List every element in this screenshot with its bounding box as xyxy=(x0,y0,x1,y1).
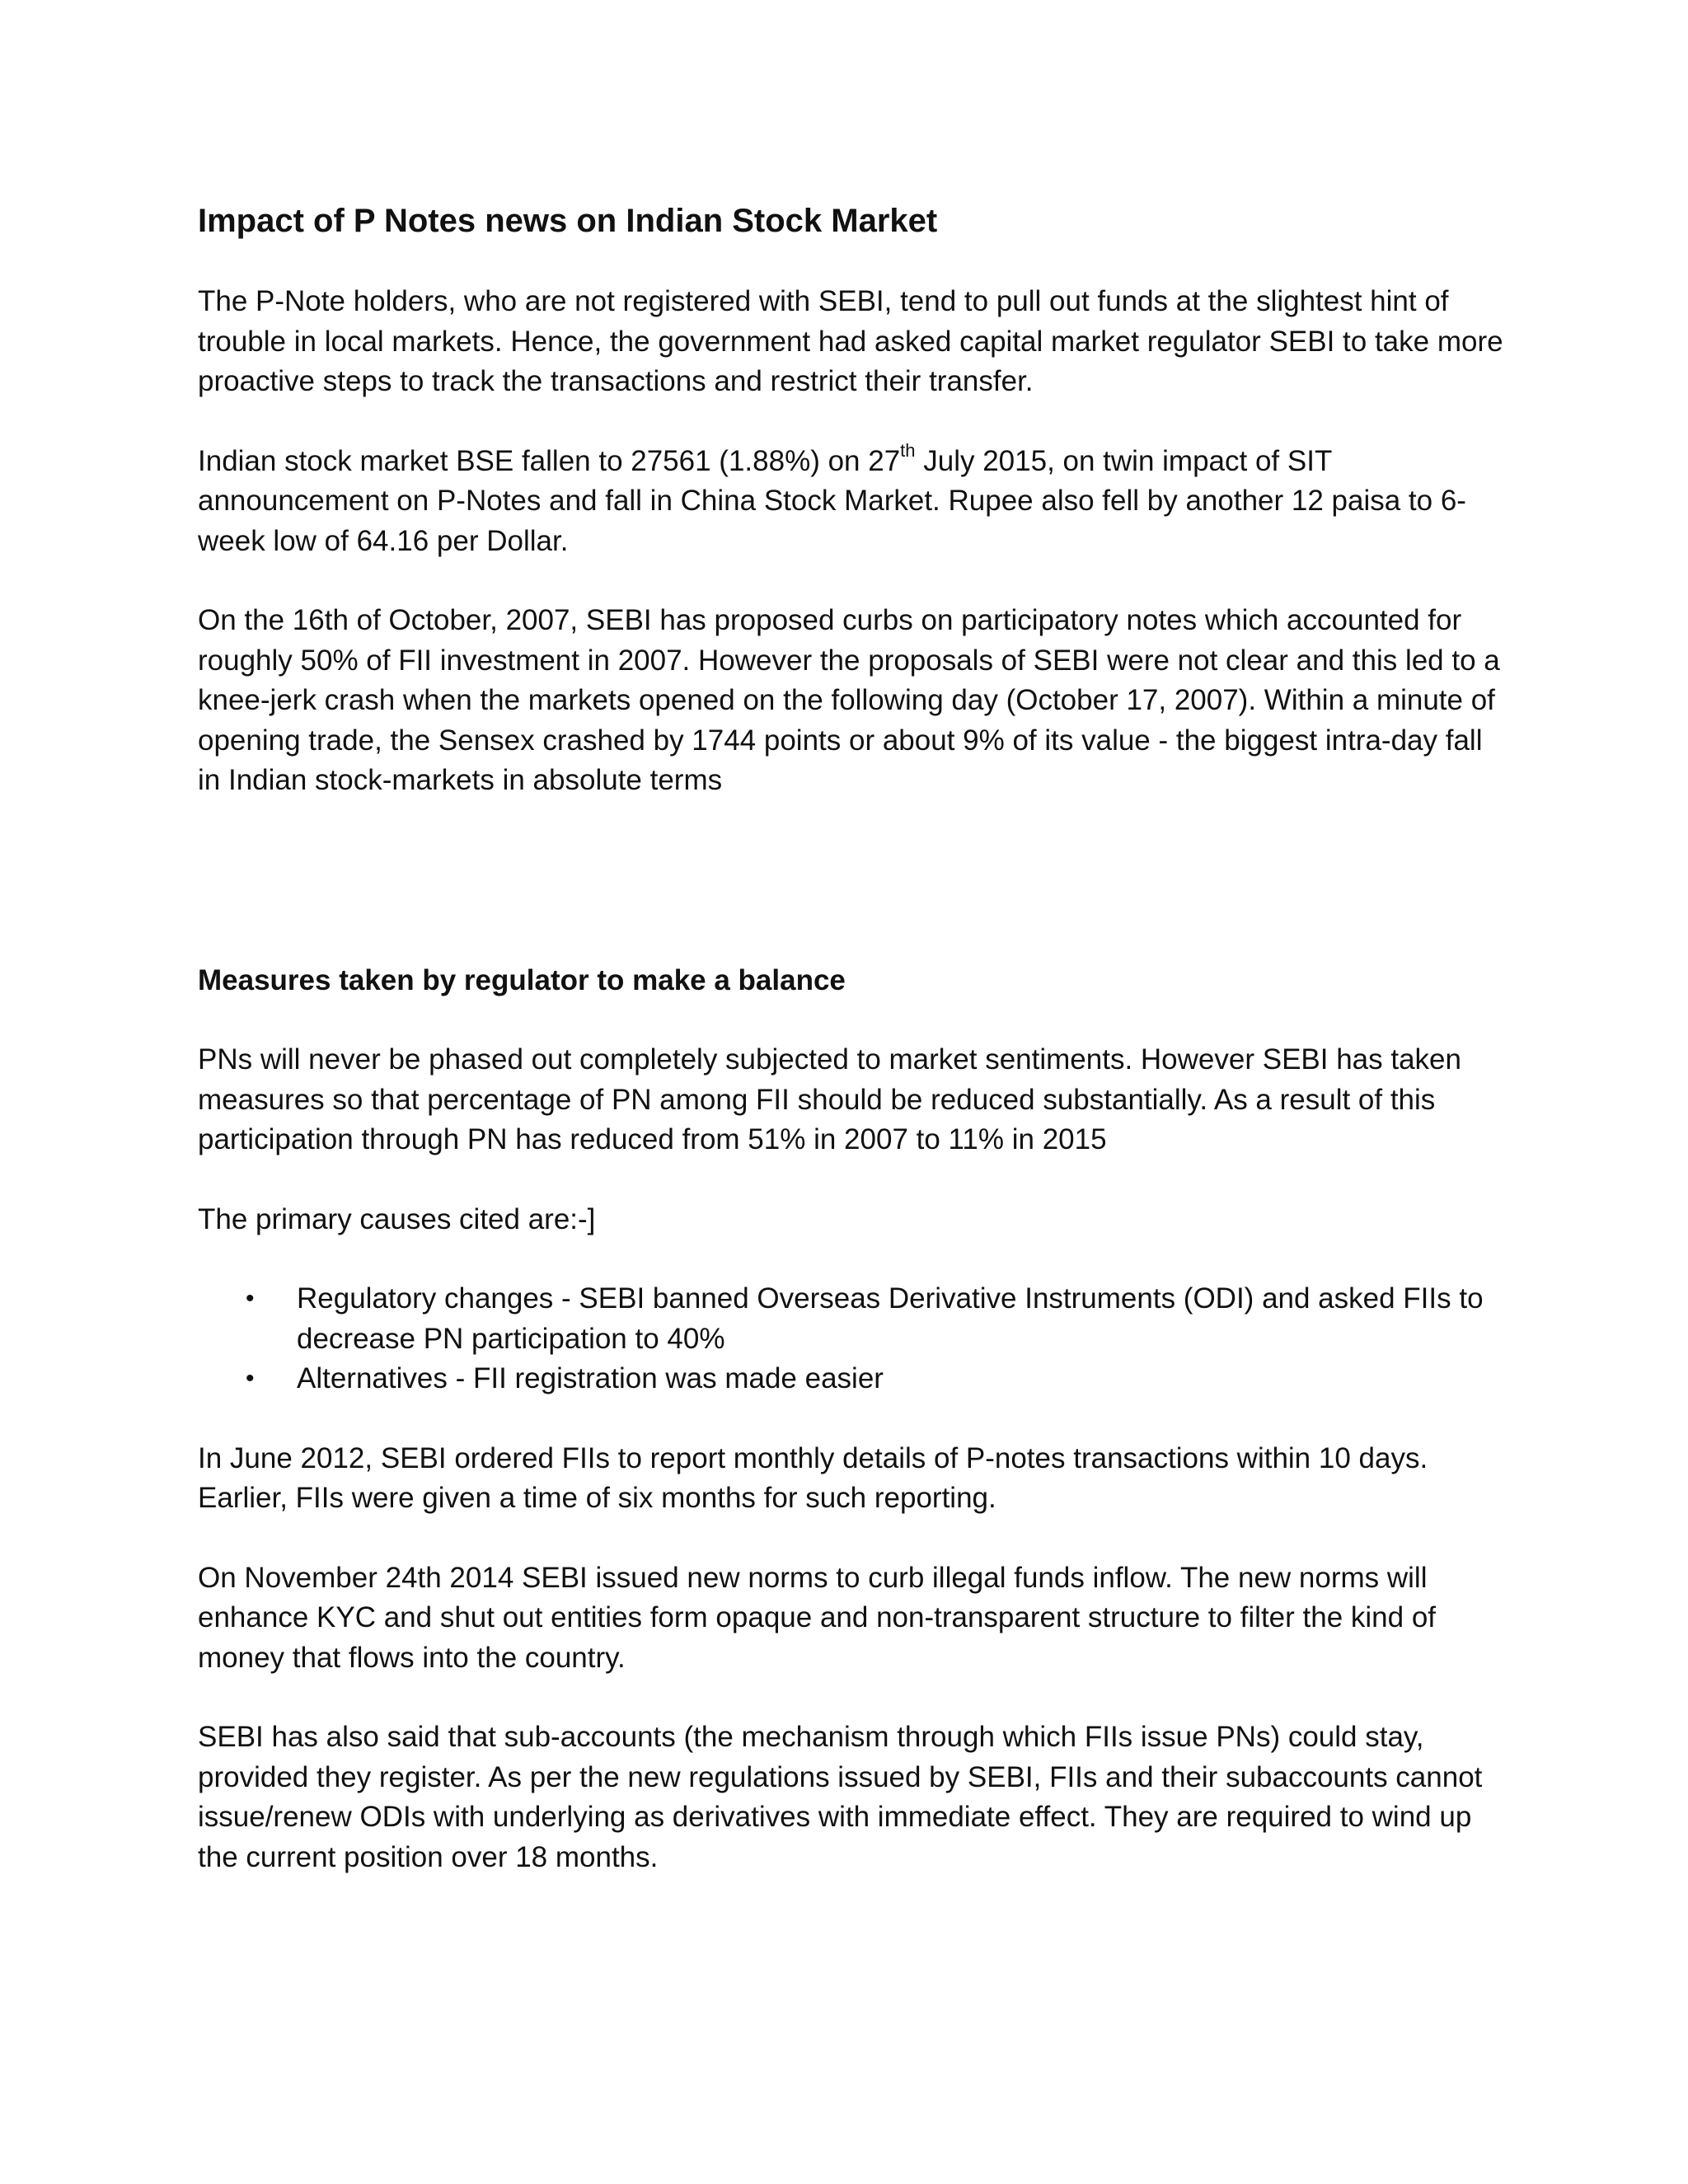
spacer xyxy=(198,1399,1508,1439)
paragraph-pn-phase-out: PNs will never be phased out completely subjected to market sentiments. However SEBI has taken measures so that percentage of PN among FII should be reduced substantially. As a result of this participation through PN has reduced from 51% in 2007 to 11% in 2015 xyxy=(198,1043,1461,1155)
list-item xyxy=(198,1359,1508,1399)
paragraph-november-2014: On November 24th 2014 SEBI issued new norms to curb illegal funds inflow. The new norms will enhance KYC and shut out entities form opaque and non-transparent structure to filter the kind of money that flows into the country. xyxy=(198,1561,1437,1674)
document-page xyxy=(198,196,1508,1877)
spacer xyxy=(198,402,1508,442)
spacer xyxy=(198,1240,1508,1279)
paragraph-pnote-holders: The P-Note holders, who are not registered with SEBI, tend to pull out funds at the slightest hint of trouble in local markets. Hence, the government had asked capital market regulator SEBI to take more proactive steps to track the transactions and restrict their transfer. xyxy=(198,285,1503,397)
superscript-th: th xyxy=(900,439,916,461)
bullet-icon: • xyxy=(246,1365,255,1392)
spacer xyxy=(198,1160,1508,1200)
spacer xyxy=(198,246,1508,282)
spacer xyxy=(198,801,1508,961)
bullet-icon: • xyxy=(246,1285,255,1312)
paragraph-sub-accounts: SEBI has also said that sub-accounts (the mechanism through which FIIs issue PNs) could stay, provided they register. As per the new regulations issued by SEBI, FIIs and their subaccounts cannot issue/renew ODIs with underlying as derivatives with immediate effect. They are required to wind up the current position over 18 months. xyxy=(198,1721,1483,1873)
spacer xyxy=(198,1519,1508,1558)
paragraph-bse-fall-text: Indian stock market BSE fallen to 27561 (1.88%) on 27 xyxy=(198,444,901,477)
paragraph-sensex-crash: On the 16th of October, 2007, SEBI has proposed curbs on participatory notes which accounted for roughly 50% of FII investment in 2007. However the proposals of SEBI were not clear and this led to a knee-jerk crash when the markets opened on the following day (October 17, 2007). Within a minute of opening trade, the Sensex crashed by 1744 points or about 9% of its value - the biggest intra-day fall in Indian stock-markets in absolute terms xyxy=(198,604,1500,796)
paragraph-primary-causes: The primary causes cited are:-] xyxy=(198,1202,596,1235)
paragraph-bse-fall xyxy=(198,439,1508,562)
list-item-text: Regulatory changes - SEBI banned Overseas Derivative Instruments (ODI) and asked FIIs to decrease PN participation to 40% xyxy=(297,1282,1484,1355)
paragraph-bse-fall-text-cont: July 2015, on twin impact of SIT announcement on P-Notes and fall in China Stock Market. Rupee also fell by another 12 paisa to 6-week low of 64.16 per Dollar. xyxy=(198,444,1466,557)
spacer xyxy=(198,1001,1508,1040)
spacer xyxy=(198,1678,1508,1718)
causes-list xyxy=(198,1279,1508,1399)
section-heading-measures: Measures taken by regulator to make a balance xyxy=(198,963,846,996)
spacer xyxy=(198,561,1508,601)
paragraph-june-2012: In June 2012, SEBI ordered FIIs to report monthly details of P-notes transactions within 10 days. Earlier, FIIs were given a time of six months for such reporting. xyxy=(198,1441,1428,1514)
list-item-text: Alternatives - FII registration was made easier xyxy=(297,1362,884,1394)
list-item xyxy=(198,1279,1508,1359)
document-title: Impact of P Notes news on Indian Stock Market xyxy=(198,203,938,239)
